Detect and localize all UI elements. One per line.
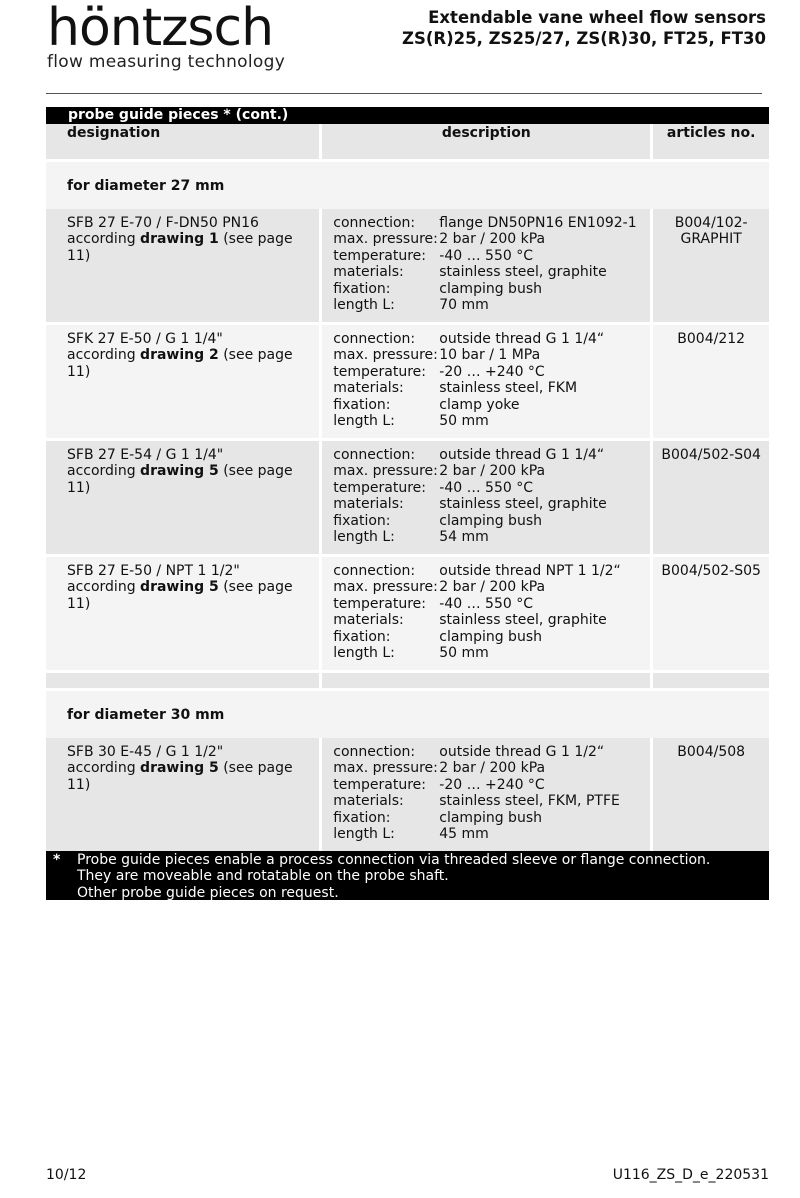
document-title [402,7,766,49]
description-cell: connection: outside thread G 1 1/4“ max. pressure: 2 bar / 200 kPa temperature: -40 … 550 °C materials: stainless steel, graphite fixation: clamping bush length L: 54 mm [322,441,650,554]
description-cell: connection: outside thread G 1 1/2“ max. pressure: 2 bar / 200 kPa temperature: -20 … +240 °C materials: stainless steel, FKM, PTFE fixation: clamping bush length L: 45 mm [322,738,650,851]
article-number-cell: B004/102- GRAPHIT [653,209,769,322]
fixation-value: clamping bush [439,280,542,297]
article-number-cell: B004/502-S04 [653,441,769,554]
footnote-line-3: Other probe guide pieces on request. [77,884,339,901]
article-number-cell: B004/212 [653,325,769,438]
designation-cell [46,325,319,438]
footnote-line-1: Probe guide pieces enable a process connection via threaded sleeve or flange connection. [77,852,711,868]
footnote-box [46,851,769,900]
designation-cell [46,441,319,554]
header-divider [46,93,762,94]
col-articles-header: articles no. [653,124,769,159]
product-name: SFB 27 E-70 / F-DN50 PN16 [67,215,259,231]
footnote-line-2: They are moveable and rotatable on the probe shaft. [77,868,449,885]
title-line-2: ZS(R)25, ZS25/27, ZS(R)30, FT25, FT30 [401,29,766,48]
article-number-cell: B004/508 [653,738,769,851]
drawing-reference: according drawing 1 (see page 11) [67,231,293,264]
description-cell: connection: outside thread NPT 1 1/2“ max. pressure: 2 bar / 200 kPa temperature: -40 … 550 °C materials: stainless steel, graphite fixation: clamping bush length L: 50 mm [322,557,650,670]
product-name: SFB 27 E-50 / NPT 1 1/2" [67,563,240,579]
section-diameter-27: for diameter 27 mm [46,162,769,209]
table-row [46,738,769,851]
temperature-value: -40 … 550 °C [439,247,533,264]
footnote-marker: * [53,852,61,868]
pressure-value: 2 bar / 200 kPa [439,231,546,248]
drawing-reference: according drawing 2 (see page 11) [67,347,293,380]
section-diameter-30: for diameter 30 mm [46,691,769,738]
drawing-reference: according drawing 5 (see page 11) [67,579,293,612]
col-designation-header: designation [46,124,319,159]
materials-value: stainless steel, graphite [439,264,607,281]
probe-guide-table [46,107,769,900]
document-id: U116_ZS_D_e_220531 [612,1167,769,1183]
product-name: SFK 27 E-50 / G 1 1/4" [67,331,223,347]
designation-cell [46,209,319,322]
title-line-1: Extendable vane wheel flow sensors [428,8,766,27]
description-cell: connection: outside thread G 1 1/4“ max. pressure: 10 bar / 1 MPa temperature: -20 … +240 °C materials: stainless steel, FKM fixation: clamp yoke length L: 50 mm [322,325,650,438]
spacer-row [46,673,769,688]
drawing-reference: according drawing 5 (see page 11) [67,760,293,793]
designation-cell [46,557,319,670]
connection-value: flange DN50PN16 EN1092-1 [439,215,637,231]
col-description-header: description [322,124,650,159]
table-row [46,209,769,322]
table-caption: probe guide pieces * (cont.) [46,107,769,124]
product-name: SFB 27 E-54 / G 1 1/4" [67,447,224,463]
company-logo: höntzsch [47,0,274,58]
description-cell: connection: flange DN50PN16 EN1092-1 max. pressure: 2 bar / 200 kPa temperature: -40 … 550 °C materials: stainless steel, graphite fixation: clamping bush length L: 70 mm [322,209,650,322]
product-name: SFB 30 E-45 / G 1 1/2" [67,744,224,760]
table-row [46,557,769,670]
length-value: 70 mm [439,297,489,314]
drawing-reference: according drawing 5 (see page 11) [67,463,293,496]
table-row [46,441,769,554]
designation-cell [46,738,319,851]
company-tagline: flow measuring technology [47,52,286,72]
article-number-cell: B004/502-S05 [653,557,769,670]
table-row [46,325,769,438]
page-number: 10/12 [46,1167,87,1183]
table-header-row [46,124,769,159]
